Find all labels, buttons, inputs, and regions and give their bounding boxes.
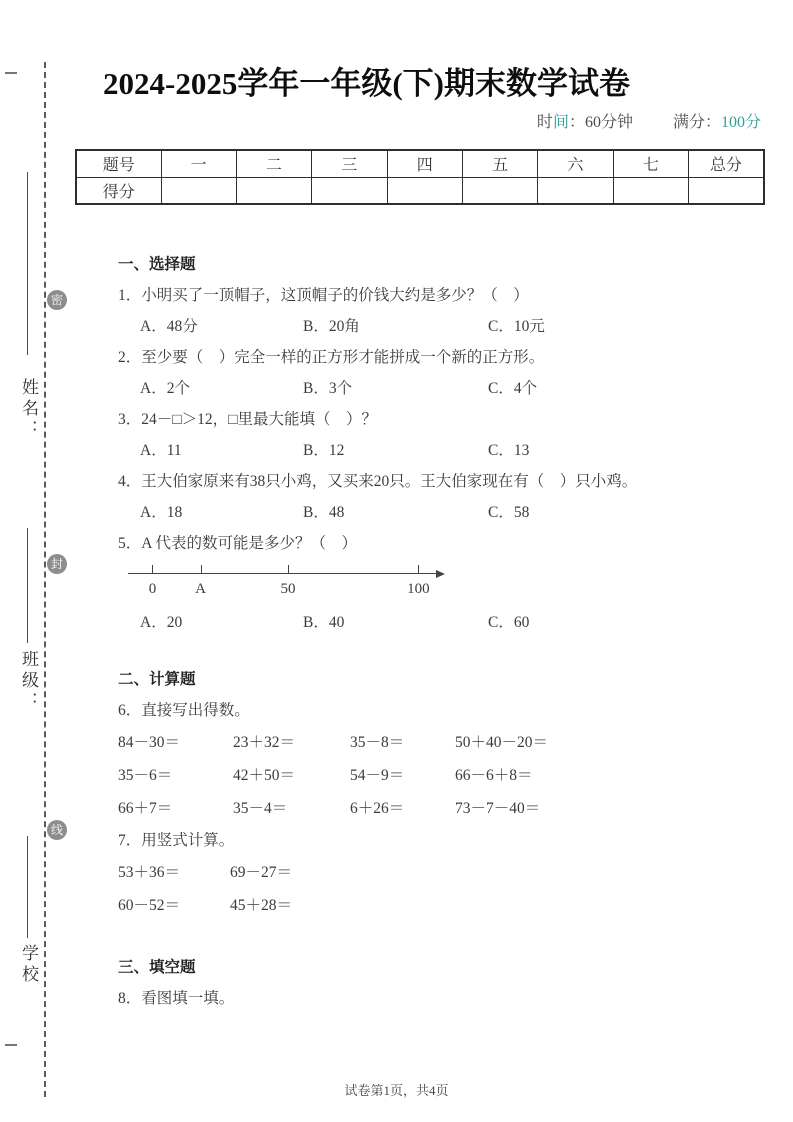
score-cell	[538, 177, 613, 204]
question-7: 7．用竖式计算。	[118, 832, 235, 849]
question-2: 2．至少要（ ）完全一样的正方形才能拼成一个新的正方形。	[118, 349, 545, 366]
crop-mark-top	[5, 72, 17, 74]
calc-item: 6＋26＝	[350, 800, 405, 817]
calc-item: 60－52＝	[118, 897, 181, 914]
exam-title: 2024-2025学年一年级(下)期末数学试卷	[103, 66, 630, 101]
number-line-label-0: 0	[148, 581, 157, 597]
q5-option-b: B．40	[303, 614, 345, 631]
q1-option-c: C．10元	[488, 318, 545, 335]
school-label: 学校	[19, 944, 38, 986]
time-value: ：60分钟	[568, 114, 633, 131]
q1-option-a: A．48分	[140, 318, 198, 335]
calc-item: 50＋40－20＝	[455, 734, 549, 751]
q1-option-b: B．20角	[303, 318, 360, 335]
q2-option-c: C．4个	[488, 380, 538, 397]
q4-option-b: B．48	[303, 504, 345, 521]
time-label-accent: 间	[552, 114, 569, 131]
score-cell	[236, 177, 311, 204]
score-table-header-row	[76, 150, 764, 177]
calc-item: 73－7－40＝	[455, 800, 541, 817]
question-4-options	[118, 497, 767, 528]
q6-row-2	[118, 759, 767, 792]
q3-option-a: A．11	[140, 442, 182, 459]
q3-option-c: C．13	[488, 442, 530, 459]
calc-item: 54－9＝	[350, 767, 405, 784]
footer-page-info: 试卷第1页，共4页	[344, 1083, 449, 1098]
q7-row-2	[118, 889, 767, 922]
col-1: 一	[161, 150, 236, 177]
name-label: 姓名：	[19, 378, 38, 441]
col-2: 二	[236, 150, 311, 177]
number-line-tick-50	[288, 565, 289, 574]
name-blank-line	[27, 172, 28, 355]
number-line-label-100: 100	[407, 581, 430, 597]
question-1: 1．小明买了一顶帽子，这顶帽子的价钱大约是多少？（ ）	[118, 287, 529, 304]
question-3: 3．24－□＞12，□里最大能填（ ）？	[118, 411, 377, 428]
col-total: 总分	[689, 150, 764, 177]
question-5-options	[118, 607, 767, 638]
question-6: 6．直接写出得数。	[118, 702, 250, 719]
number-line-arrow-icon	[436, 570, 445, 578]
question-4: 4．王大伯家原来有38只小鸡，又买来20只。王大伯家现在有（ ）只小鸡。	[118, 473, 638, 490]
calc-item: 66－6＋8＝	[455, 767, 533, 784]
section-2-title: 二、计算题	[118, 671, 196, 688]
seal-char-feng: 封	[47, 554, 67, 574]
col-6: 六	[538, 150, 613, 177]
exam-meta	[75, 111, 767, 135]
q6-row-1	[118, 726, 767, 759]
q2-option-a: A．2个	[140, 380, 190, 397]
calc-item: 42＋50＝	[233, 767, 296, 784]
q7-row-1	[118, 856, 767, 889]
col-5: 五	[463, 150, 538, 177]
score-cell	[312, 177, 387, 204]
calc-item: 69－27＝	[230, 864, 293, 881]
number-line-label-50: 50	[280, 581, 296, 597]
number-line-tick-0	[152, 565, 153, 574]
score-cell	[613, 177, 688, 204]
question-8: 8．看图填一填。	[118, 990, 235, 1007]
full-score-value: 100分	[720, 114, 761, 131]
q4-option-c: C．58	[488, 504, 530, 521]
question-5: 5．A 代表的数可能是多少？（ ）	[118, 535, 357, 552]
calc-item: 45＋28＝	[230, 897, 293, 914]
score-table	[75, 149, 765, 205]
calc-item: 35－6＝	[118, 767, 173, 784]
q6-row-3	[118, 792, 767, 825]
section-3-title: 三、填空题	[118, 959, 196, 976]
score-cell	[387, 177, 462, 204]
number-line-tick-a	[201, 565, 202, 574]
main-column	[75, 58, 767, 1014]
q5-option-c: C．60	[488, 614, 530, 631]
col-4: 四	[387, 150, 462, 177]
calc-item: 23＋32＝	[233, 734, 296, 751]
school-blank-line	[27, 836, 28, 938]
col-7: 七	[613, 150, 688, 177]
q3-option-b: B．12	[303, 442, 345, 459]
question-3-options	[118, 435, 767, 466]
calc-item: 66＋7＝	[118, 800, 173, 817]
seal-char-xian: 线	[47, 820, 67, 840]
question-number-header: 题号	[76, 150, 161, 177]
crop-mark-bottom	[5, 1044, 17, 1046]
score-header: 得分	[76, 177, 161, 204]
calc-item: 84－30＝	[118, 734, 181, 751]
class-label: 班级：	[19, 650, 38, 713]
class-blank-line	[27, 528, 28, 643]
q2-option-b: B．3个	[303, 380, 353, 397]
seal-dashed-line	[44, 62, 46, 1097]
score-cell	[463, 177, 538, 204]
q4-option-a: A．18	[140, 504, 183, 521]
score-cell	[689, 177, 764, 204]
calc-item: 53＋36＝	[118, 864, 181, 881]
section-1-title: 一、选择题	[118, 256, 196, 273]
number-line	[128, 559, 446, 607]
time-label: 时	[536, 114, 553, 131]
score-table-score-row	[76, 177, 764, 204]
question-1-options	[118, 311, 767, 342]
exam-content	[75, 249, 767, 1014]
q5-option-a: A．20	[140, 614, 183, 631]
seal-char-mi: 密	[47, 290, 67, 310]
number-line-tick-100	[418, 565, 419, 574]
number-line-axis	[128, 573, 438, 574]
question-2-options	[118, 373, 767, 404]
col-3: 三	[312, 150, 387, 177]
score-cell	[161, 177, 236, 204]
calc-item: 35－8＝	[350, 734, 405, 751]
full-score-label: 满分：	[672, 114, 721, 131]
number-line-label-a: A	[195, 581, 206, 597]
calc-item: 35－4＝	[233, 800, 288, 817]
